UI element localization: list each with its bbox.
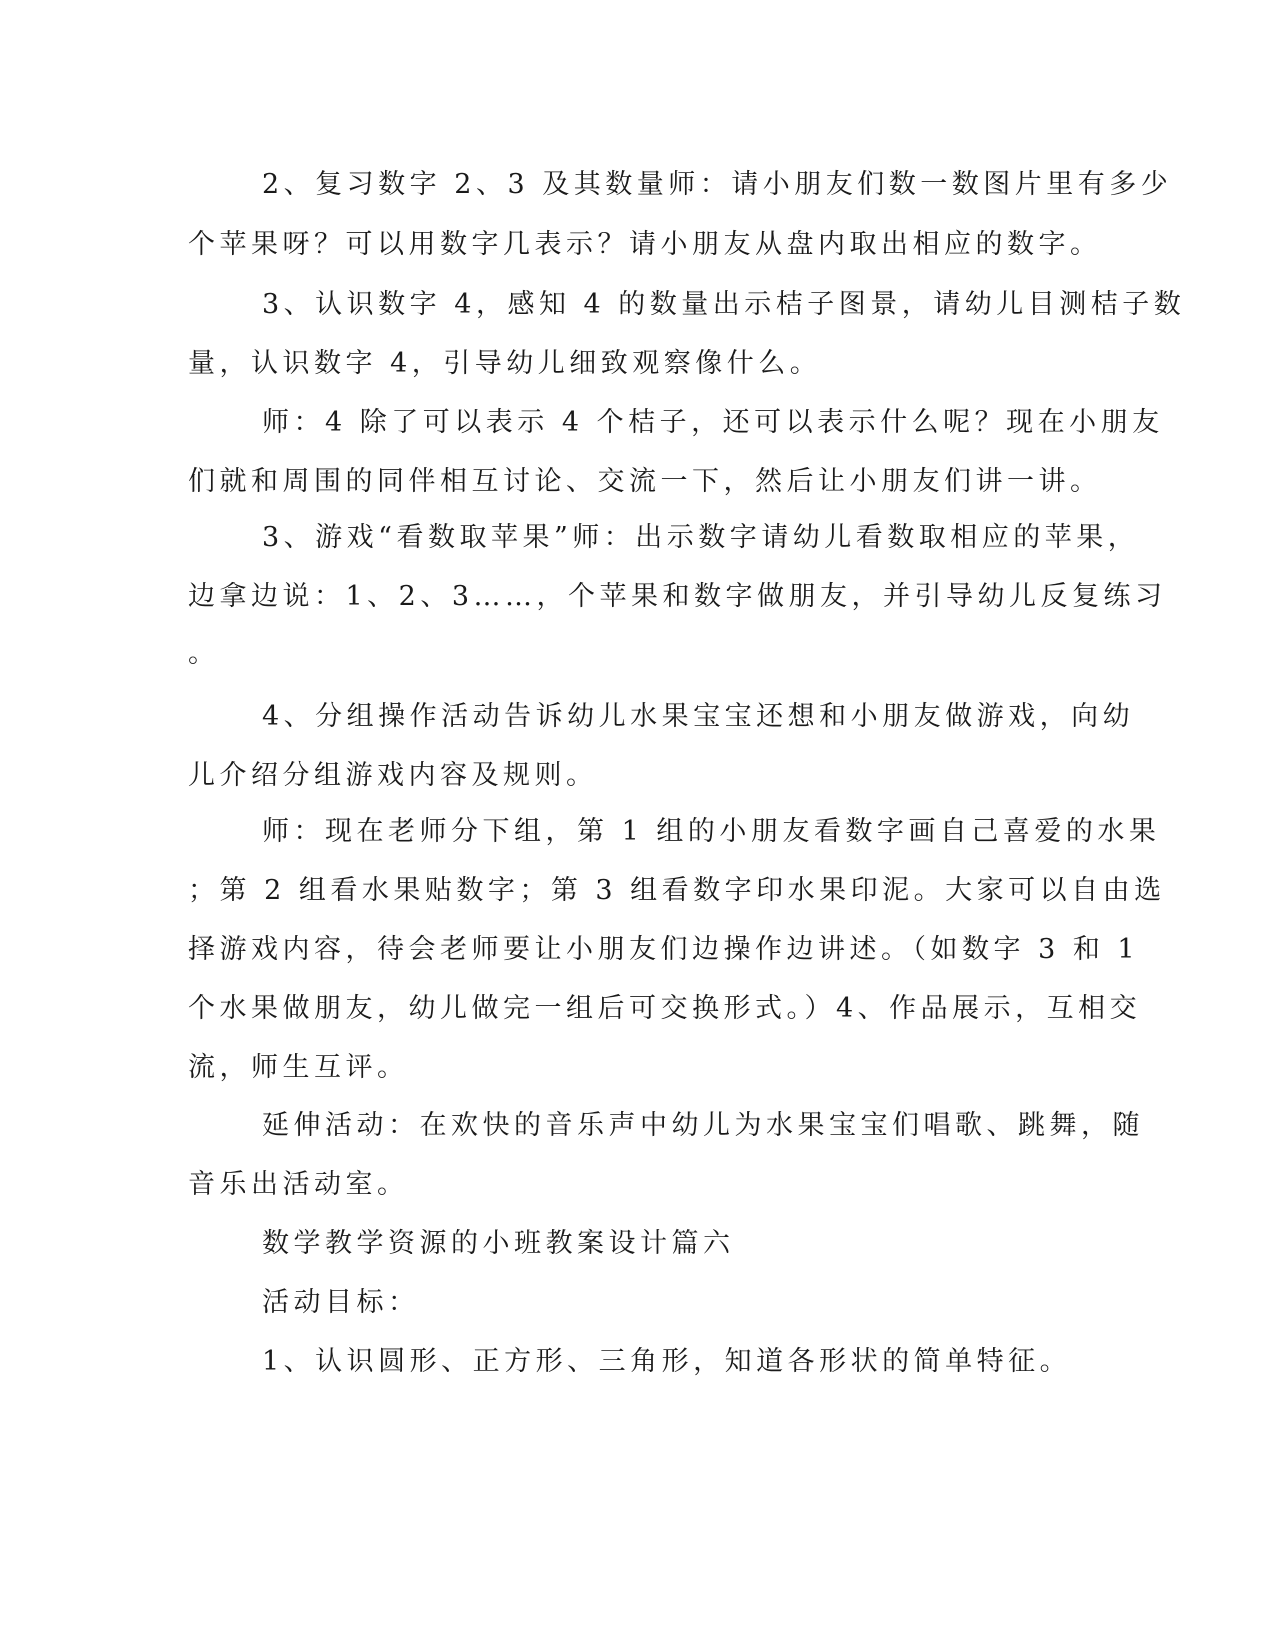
text-line: 3、认识数字 4，感知 4 的数量出示桔子图景，请幼儿目测桔子数 xyxy=(262,289,1186,320)
text-line: 们就和周围的同伴相互讨论、交流一下，然后让小朋友们讲一讲。 xyxy=(188,466,1102,497)
text-line: 儿介绍分组游戏内容及规则。 xyxy=(188,760,598,791)
text-line: 。 xyxy=(188,638,220,669)
text-line: 边拿边说：1、2、3……，个苹果和数字做朋友，并引导幼儿反复练习 xyxy=(188,581,1167,612)
text-line: 流，师生互评。 xyxy=(188,1052,409,1083)
text-line: 延伸活动：在欢快的音乐声中幼儿为水果宝宝们唱歌、跳舞，随 xyxy=(262,1110,1144,1141)
text-line: 师：现在老师分下组，第 1 组的小朋友看数字画自己喜爱的水果 xyxy=(262,816,1161,847)
section-heading: 数学教学资源的小班教案设计篇六 xyxy=(262,1228,735,1259)
text-line: 择游戏内容，待会老师要让小朋友们边操作边讲述。（如数字 3 和 1 xyxy=(188,934,1140,965)
text-line: 量，认识数字 4，引导幼儿细致观察像什么。 xyxy=(188,348,822,379)
text-line: ；第 2 组看水果贴数字；第 3 组看数字印水果印泥。大家可以自由选 xyxy=(188,875,1166,906)
text-line: 音乐出活动室。 xyxy=(188,1169,409,1200)
text-line: 1、认识圆形、正方形、三角形，知道各形状的简单特征。 xyxy=(262,1346,1072,1377)
text-line: 师：4 除了可以表示 4 个桔子，还可以表示什么呢？现在小朋友 xyxy=(262,407,1164,438)
text-line: 4、分组操作活动告诉幼儿水果宝宝还想和小朋友做游戏，向幼 xyxy=(262,701,1135,732)
text-line: 3、游戏“看数取苹果”师：出示数字请幼儿看数取相应的苹果， xyxy=(262,522,1140,553)
text-line: 活动目标： xyxy=(262,1287,420,1318)
text-line: 2、复习数字 2、3 及其数量师：请小朋友们数一数图片里有多少 xyxy=(262,169,1173,200)
text-line: 个苹果呀？可以用数字几表示？请小朋友从盘内取出相应的数字。 xyxy=(188,229,1102,260)
text-line: 个水果做朋友，幼儿做完一组后可交换形式。）4、作品展示，互相交 xyxy=(188,993,1142,1024)
